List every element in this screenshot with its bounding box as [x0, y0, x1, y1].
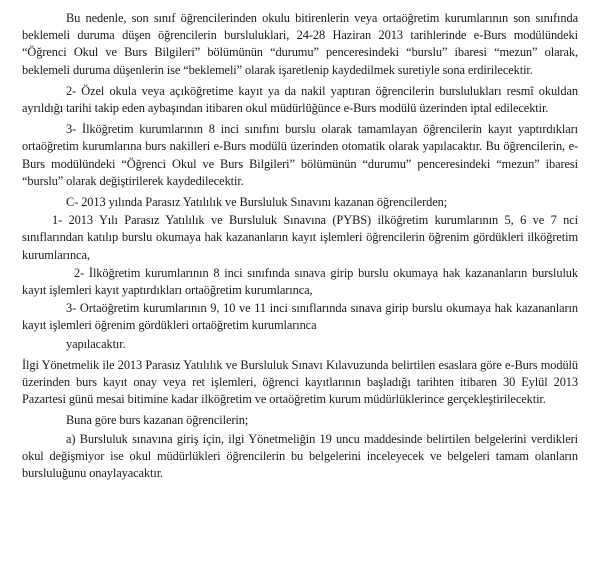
paragraph-private-school-transfer: 2- Özel okula veya açıköğretime kayıt ya da nakil yaptıran öğrencilerin burslulukları resmî okuldan ayrıldığı tarihi takip eden aybaşından itibaren okul müdürlüğünce e-Burs modülü üzerinden iptal edilecektir. [22, 83, 578, 116]
item-c3-grades-9-11: 3- Ortaöğretim kurumlarının 9, 10 ve 11 inci sınıflarında sınava girip burslu okumaya hak kazananların kayıt işlemleri öğrenim gördükleri ortaöğretim kurumlarınca [22, 301, 578, 333]
item-c2-grade-8: 2- İlköğretim kurumlarının 8 inci sınıfında sınava girip burslu okumaya hak kazananların bursluluk kayıt işlemleri kayıt yaptırdıkları ortaöğretim kurumlarınca, [22, 265, 578, 298]
paragraph-graduation-status: Bu nedenle, son sınıf öğrencilerinden okulu bitirenlerin veya ortaöğretim kurumlarının son sınıfında beklemeli duruma düşen öğrencilerin bursluluklari, 24-28 Haziran 2013 tarihlerinde e-Burs modülündeki “Öğrenci Okul ve Burs Bilgileri” bölümünün “durumu” penceresindeki “burslu” ibaresi “mezun” olarak, beklemeli duruma düşenlerin ise “beklemeli” olarak işaretlenip kaydedilmek suretiyle sona erdirilecektir. [22, 11, 578, 77]
section-c-heading: C- 2013 yılında Parasız Yatılılık ve Bursluluk Sınavını kazanan öğrencilerden; [66, 195, 448, 210]
closing-word: yapılacaktır. [66, 336, 126, 351]
paragraph-winners-intro: Buna göre burs kazanan öğrencilerin; [66, 413, 249, 428]
item-a-document-review: a) Bursluluk sınavına giriş için, ilgi Yönetmeliğin 19 uncu maddesinde belirtilen belgelerini verdikleri okul değişmiyor ise okul müdürlükleri öğrencilerin bu belgelerini inceleyecek ve belgeleri tamam olanların bursluluğunu onaylayacaktır. [22, 431, 578, 481]
paragraph-approval-deadline: İlgi Yönetmelik ile 2013 Parasız Yatılılık ve Bursluluk Sınavı Kılavuzunda belirtilen esaslara göre e-Burs modülü üzerinden burs kayıt onay veya ret işlemleri, öğrenci kayıtlarının başladığı tarihten itibaren 30 Eylül 2013 Pazartesi günü mesai bitimine kadar ilköğretim ve ortaöğretim kurum müdürlüklerince gerçekleştirilecektir. [22, 357, 578, 407]
item-c1-grades-5-7: 1- 2013 Yılı Parasız Yatılılık ve Bursluluk Sınavına (PYBS) ilköğretim kurumlarının 5, 6 ve 7 nci sınıflarından katılıp burslu okumaya hak kazananların kayıt işlemleri öğrencilerin öğrenim gördükleri ilköğretim kurumlarınca, [22, 213, 578, 262]
paragraph-scholarship-transfer: 3- İlköğretim kurumlarının 8 inci sınıfını burslu olarak tamamlayan öğrencilerin kayıt yaptırdıkları ortaöğretim kurumlarına burs nakilleri e-Burs modülü üzerinden otomatik olarak yapılacaktır. Bu öğrencilerin, e-Burs modülündeki “Öğrenci Okul ve Burs Bilgileri” bölümünün “durumu” penceresindeki “mezun” ibaresi “burslu” olarak değiştirilerek kaydedilecektir. [22, 122, 578, 188]
